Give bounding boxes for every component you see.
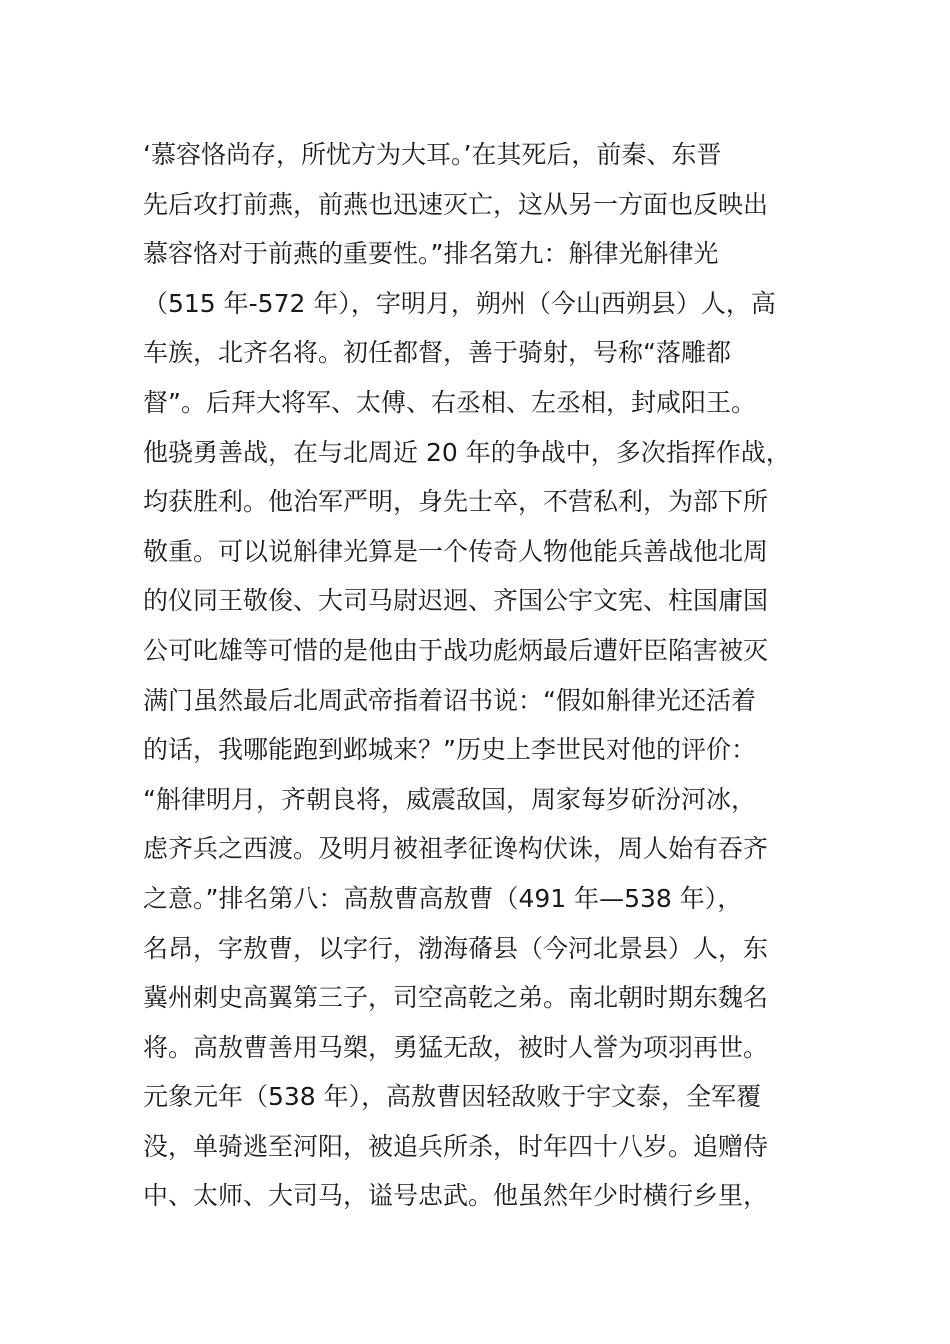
- text-line: 均获胜利。他治军严明，身先士卒，不营私利，为部下所: [143, 487, 769, 517]
- text-line: 督”。后拜大将军、太傅、右丞相、左丞相，封咸阳王。: [143, 387, 756, 417]
- text-line: （515 年-572 年），字明月，朔州（今山西朔县）人，高: [143, 288, 776, 318]
- text-line: 虑齐兵之西渡。及明月被祖孝征谗构伏诛，周人始有吞齐: [143, 834, 769, 864]
- text-line: 先后攻打前燕，前燕也迅速灭亡，这从另一方面也反映出: [143, 189, 769, 219]
- text-line: 中、太师、大司马，谥号忠武。他虽然年少时横行乡里，: [143, 1181, 769, 1211]
- text-line: 将。高敖曹善用马槊，勇猛无敌，被时人誉为项羽再世。: [143, 1032, 769, 1062]
- text-line: 他骁勇善战，在与北周近 20 年的争战中，多次指挥作战，: [143, 437, 791, 467]
- text-line: 满门虽然最后北周武帝指着诏书说：“假如斛律光还活着: [143, 685, 756, 715]
- body-text: [143, 130, 813, 1221]
- text-line: 车族，北齐名将。初任都督，善于骑射，号称“落雕都: [143, 338, 731, 368]
- text-line: 的仪同王敬俊、大司马尉迟迥、齐国公宇文宪、柱国庸国: [143, 586, 769, 616]
- text-line: 的话，我哪能跑到邺城来？”历史上李世民对他的评价：: [143, 735, 756, 765]
- text-line: 慕容恪对于前燕的重要性。”排名第九：斛律光斛律光: [143, 239, 719, 269]
- text-line: 元象元年（538 年），高敖曹因轻敌败于宇文泰，全军覆: [143, 1082, 762, 1112]
- text-line: “斛律明月，齐朝良将，威震敌国，周家每岁斫汾河冰，: [143, 784, 756, 814]
- text-line: 名昂，字敖曹，以字行，渤海蓨县（今河北景县）人，东: [143, 933, 769, 963]
- text-line: ‘慕容恪尚存，所忧方为大耳。’在其死后，前秦、东晋: [143, 140, 722, 169]
- text-line: 冀州刺史高翼第三子，司空高乾之弟。南北朝时期东魏名: [143, 983, 769, 1013]
- text-line: 敬重。可以说斛律光算是一个传奇人物他能兵善战他北周: [143, 536, 769, 566]
- text-line: 之意。”排名第八：高敖曹高敖曹（491 年—538 年），: [143, 883, 743, 913]
- text-line: 公可叱雄等可惜的是他由于战功彪炳最后遭奸臣陷害被灭: [143, 635, 769, 665]
- text-line: 没，单骑逃至河阳，被追兵所杀，时年四十八岁。追赠侍: [143, 1131, 769, 1161]
